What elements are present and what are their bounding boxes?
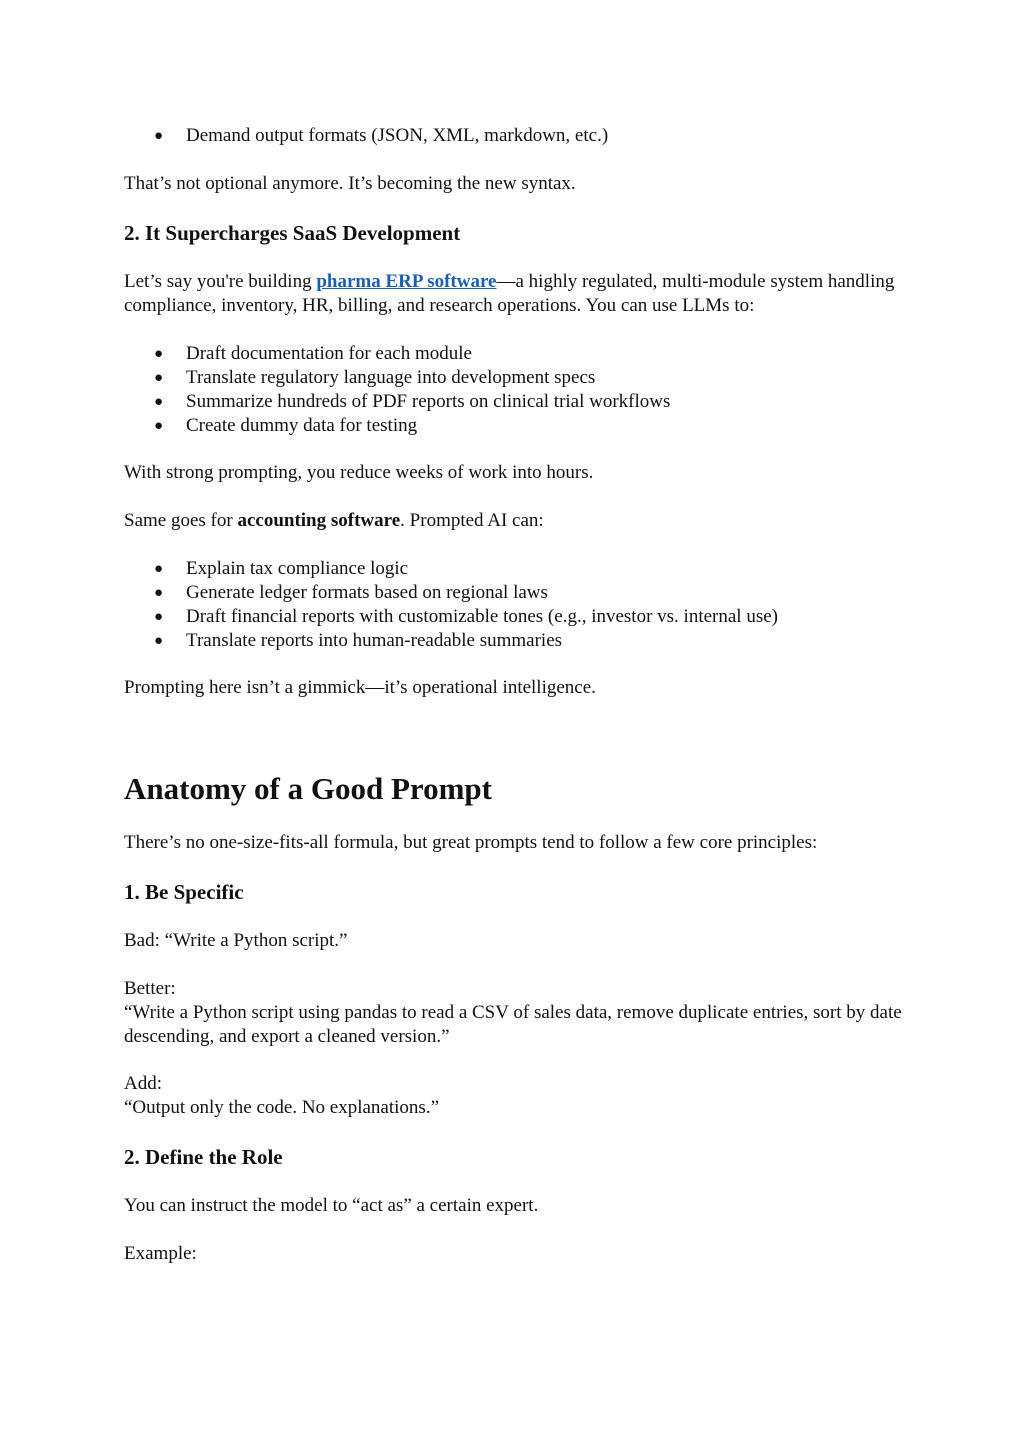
bullet-list-pharma bbox=[124, 342, 904, 438]
list-item bbox=[124, 629, 904, 653]
list-item-text: Translate reports into human-readable summaries bbox=[186, 630, 563, 651]
list-item bbox=[124, 557, 904, 581]
bullet-list-accounting bbox=[124, 557, 904, 653]
bullet-icon: ● bbox=[154, 370, 164, 386]
pharma-erp-link[interactable]: pharma ERP software bbox=[316, 271, 497, 292]
list-item bbox=[124, 342, 904, 366]
bullet-icon: ● bbox=[154, 128, 164, 144]
paragraph-pharma-post: —a highly regulated, multi-module system handling compliance, inventory, HR, billing, and research operations. You can use LLMs to: bbox=[124, 271, 895, 316]
paragraph-bad-example: Bad: “Write a Python script.” bbox=[124, 930, 348, 951]
paragraph-accounting-post: . Prompted AI can: bbox=[400, 510, 544, 531]
paragraph-gimmick: Prompting here isn’t a gimmick—it’s operational intelligence. bbox=[124, 677, 596, 698]
paragraph-better-label: Better: bbox=[124, 978, 176, 999]
list-item bbox=[124, 414, 904, 438]
bullet-icon: ● bbox=[154, 346, 164, 362]
bullet-icon: ● bbox=[154, 609, 164, 625]
list-item-text: Create dummy data for testing bbox=[186, 415, 418, 436]
list-item bbox=[124, 605, 904, 629]
bullet-list-top bbox=[124, 124, 904, 148]
list-item-text: Demand output formats (JSON, XML, markdown, etc.) bbox=[186, 125, 609, 146]
paragraph-role: You can instruct the model to “act as” a certain expert. bbox=[124, 1195, 539, 1216]
list-item bbox=[124, 390, 904, 414]
heading-anatomy: Anatomy of a Good Prompt bbox=[124, 771, 492, 806]
heading-saas: 2. It Supercharges SaaS Development bbox=[124, 221, 461, 245]
paragraph-add-text: “Output only the code. No explanations.” bbox=[124, 1097, 440, 1118]
paragraph-syntax: That’s not optional anymore. It’s becoming the new syntax. bbox=[124, 173, 576, 194]
paragraph-better-text: “Write a Python script using pandas to read a CSV of sales data, remove duplicate entries, sort by date descending, and export a cleaned version.” bbox=[124, 1002, 902, 1047]
heading-define-role: 2. Define the Role bbox=[124, 1145, 283, 1169]
list-item bbox=[124, 124, 904, 148]
list-item bbox=[124, 581, 904, 605]
paragraph-accounting-pre: Same goes for bbox=[124, 510, 238, 531]
bullet-icon: ● bbox=[154, 633, 164, 649]
paragraph-accounting bbox=[124, 509, 904, 533]
list-item-text: Summarize hundreds of PDF reports on clinical trial workflows bbox=[186, 391, 671, 412]
paragraph-example-label: Example: bbox=[124, 1243, 197, 1264]
bullet-icon: ● bbox=[154, 561, 164, 577]
list-item-text: Translate regulatory language into development specs bbox=[186, 367, 596, 388]
accounting-software-bold: accounting software bbox=[237, 510, 401, 531]
list-item-text: Generate ledger formats based on regional laws bbox=[186, 582, 548, 603]
list-item-text: Draft financial reports with customizable tones (e.g., investor vs. internal use) bbox=[186, 606, 778, 627]
bullet-icon: ● bbox=[154, 418, 164, 434]
paragraph-pharma bbox=[124, 270, 904, 318]
paragraph-formula: There’s no one-size-fits-all formula, but great prompts tend to follow a few core principles: bbox=[124, 832, 818, 853]
paragraph-add-label: Add: bbox=[124, 1073, 162, 1094]
list-item-text: Explain tax compliance logic bbox=[186, 558, 409, 579]
heading-be-specific: 1. Be Specific bbox=[124, 880, 244, 904]
bullet-icon: ● bbox=[154, 394, 164, 410]
bullet-icon: ● bbox=[154, 585, 164, 601]
list-item bbox=[124, 366, 904, 390]
paragraph-pharma-pre: Let’s say you're building bbox=[124, 271, 317, 292]
paragraph-strong-prompting: With strong prompting, you reduce weeks of work into hours. bbox=[124, 462, 594, 483]
list-item-text: Draft documentation for each module bbox=[186, 343, 472, 364]
